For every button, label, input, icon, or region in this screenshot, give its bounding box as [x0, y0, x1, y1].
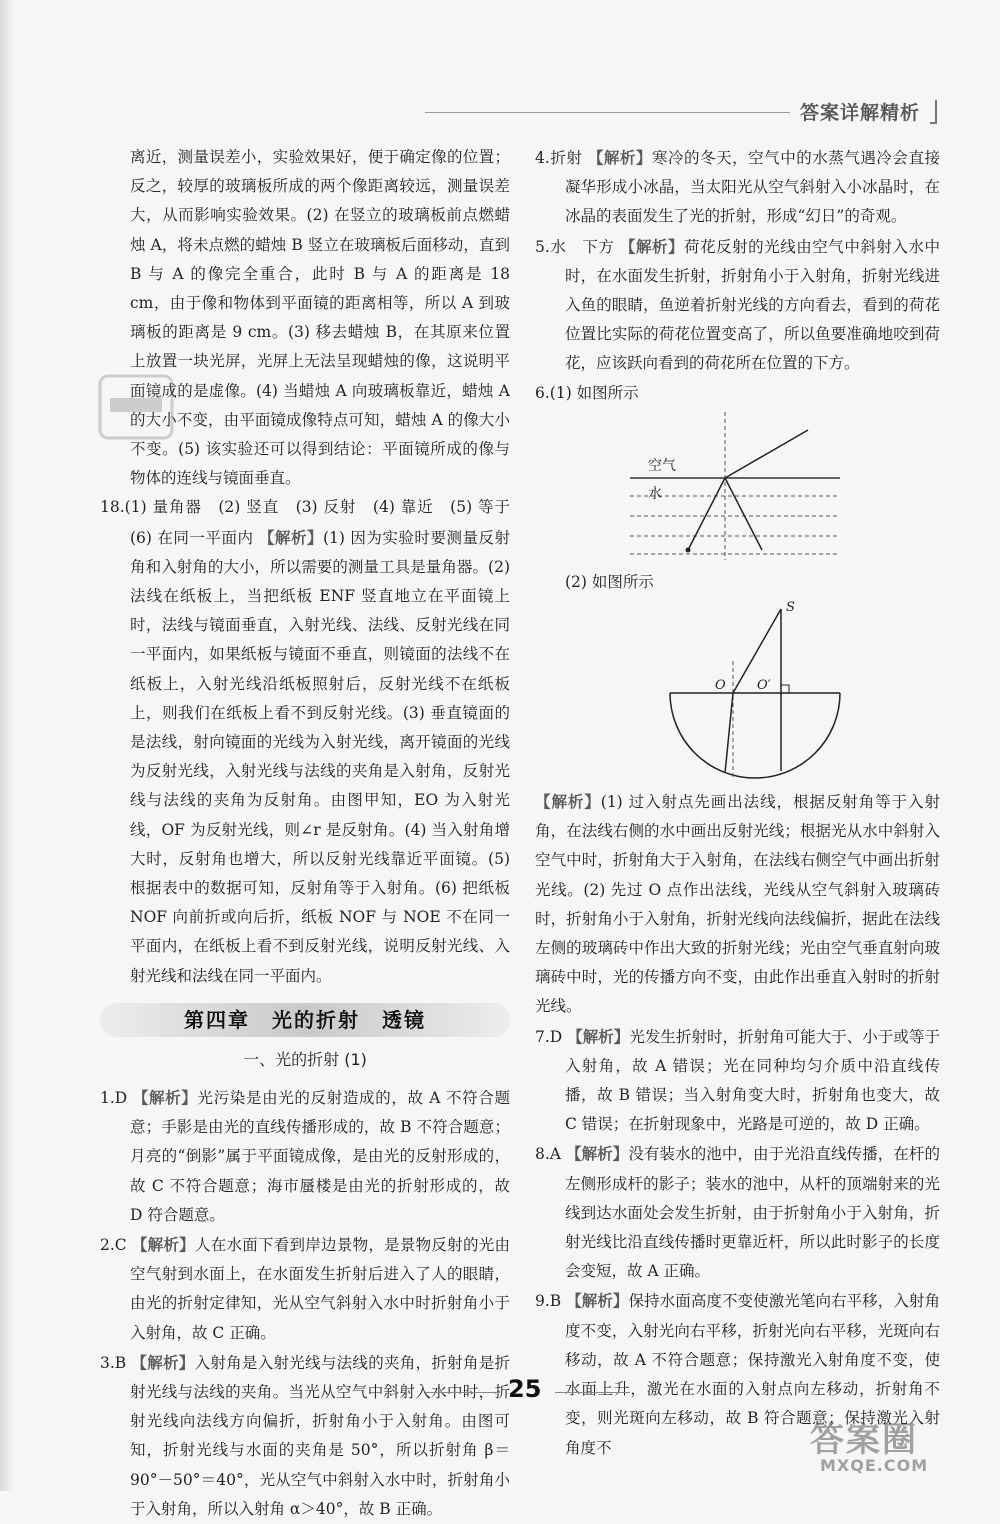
incident-ray: [688, 478, 725, 550]
air-label: 空气: [648, 457, 676, 474]
question-5: [535, 232, 940, 379]
analysis-tag: 【解析】: [587, 148, 652, 167]
question-18: [100, 493, 526, 990]
analysis-tag: 【解析】: [131, 1352, 195, 1372]
chapter-title: 第四章 光的折射 透镜: [100, 1003, 510, 1037]
header-rule: [425, 112, 790, 113]
question-number: 18.: [100, 498, 125, 517]
reflected-ray: [725, 478, 762, 550]
question-8: [535, 1139, 940, 1286]
question-3: [100, 1348, 510, 1524]
question-1: [100, 1083, 510, 1230]
point-s-label: S: [786, 601, 795, 616]
analysis-text: (1) 因为实验时要测量反射角和入射角的大小，所以需要的测量工具是量角器。(2) 法线在纸板上，当把纸板 ENF 竖直地立在平面镜上时，法线与镜面垂直，入射光线、法线、反射光线在同一平面内，如果纸板与镜面不垂直，则镜面的法线不在纸板上，入射光线沿纸板照射后，反射光线不在纸板上，则我们在纸板上看不到反射光线。(3) 垂直镜面的是法线，射向镜面的光线为入射光线，离开镜面的光线为反射光线，入射光线与法线的夹角是入射角，反射光线与法线的夹角为反射角。由图甲知，EO 为入射光线，OF 为反射光线，则∠r 是反射角。(4) 当入射角增大时，反射角也增大，所以反射光线靠近平面镜。(5) 根据表中的数据可知，反射角等于入射角。(6) 把纸板 NOF 向前折或向后折，纸板 NOF 与 NOE 不在同一平面内，在纸板上看不到反射光线，说明反射光线、入射光线和法线在同一平面内。: [130, 528, 510, 985]
answer-letter: B: [549, 1292, 562, 1311]
analysis-text: 保持水面高度不变使激光笔向右平移，入射角度不变，入射光向右平移，折射光向右平移，光斑向右移动，故 A 不符合题意；保持激光入射角度不变，使水面上升，激光在水面的入射点向左移动，折射角不变，则光斑向左移动，故 B 符合题意；保持激光入射角度不: [565, 1292, 940, 1457]
analysis-tag: 【解析】: [567, 1026, 630, 1046]
point-o-prime-label: O′: [757, 678, 771, 694]
light-source-point: [686, 547, 691, 552]
semicircle-glass: [670, 693, 840, 778]
question-6-part-1: [535, 379, 940, 408]
answer-text: 折射: [549, 149, 583, 167]
analysis-tag: 【解析】: [131, 1234, 195, 1254]
analysis-tag: 【解析】: [566, 1144, 629, 1164]
question-number: 1.: [100, 1088, 115, 1107]
analysis-text: 寒冷的冬天，空气中的水蒸气遇冷会直接凝华形成小冰晶，当太阳光从空气斜射入小冰晶时，在冰晶的表面发生了光的折射，形成“幻日”的奇观。: [565, 149, 940, 226]
question-number: 9.: [535, 1292, 550, 1311]
analysis-tag: 【解析】: [619, 236, 685, 256]
continued-paragraph: 离近，测量误差小，实验效果好，便于确定像的位置；反之，较厚的玻璃板所成的两个像距离较远，测量误差大，从而影响实验效果。(2) 在竖立的玻璃板前点燃蜡烛 A，将未点燃的蜡烛 B 竖立在玻璃板后面移动，直到 B 与 A 的像完全重合，此时 B 与 A 的距离是 18 cm，由于像和物体到平面镜的距离相等，所以 A 到玻璃板的距离是 9 cm。(3) 移去蜡烛 B，在其原来位置上放置一块光屏，光屏上无法呈现蜡烛的像，这说明平面镜成的是虚像。(4) 当蜡烛 A 向玻璃板靠近，蜡烛 A 的大小不变，由平面镜成像特点可知，蜡烛 A 的像大小不变。(5) 该实验还可以得到结论：平面镜所成的像与物体的连线与镜面垂直。: [130, 148, 510, 488]
analysis-tag: 【解析】: [258, 527, 323, 547]
answer-letter: A: [549, 1145, 561, 1164]
answer-letter: D: [549, 1027, 563, 1046]
question-2: [100, 1230, 510, 1348]
watermark-logo: 答案圈: [810, 1420, 918, 1460]
refraction-diagram-2: [665, 601, 845, 781]
question-number: 4.: [535, 149, 550, 167]
answer-text: 水 下方: [549, 237, 615, 256]
question-7: [535, 1022, 940, 1140]
question-number: 5.: [535, 237, 550, 256]
right-angle-mark: [781, 685, 789, 693]
refracted-ray: [725, 430, 808, 478]
analysis-text: 光污染是由光的反射造成的，故 A 不符合题意；手影是由光的直线传播形成的，故 B 不符合题意；月亮的“倒影”属于平面镜成像，是由光的反射形成的，故 C 不符合题意；海市蜃楼是由光的折射形成的，故 D 符合题意。: [130, 1088, 510, 1224]
analysis-text: 没有装水的池中，由于光沿直线传播，在杆的左侧形成杆的影子；装水的池中，从杆的顶端射来的光线到达水面处会发生折射，由于折射角小于入射角，折射光线比沿直线传播时更靠近杆，所以此时影子的长度会变短，故 A 正确。: [565, 1145, 940, 1281]
page-number-rule-right: [555, 1392, 630, 1393]
right-column: [535, 143, 940, 1463]
header-title: 答案详解精析: [800, 102, 921, 124]
answer-letter: C: [114, 1235, 127, 1254]
refracted-ray-o: [725, 693, 733, 773]
question-number: 8.: [535, 1145, 550, 1164]
question-number: 2.: [100, 1235, 115, 1254]
question-number: 7.: [535, 1027, 550, 1046]
analysis-tag: 【解析】: [132, 1087, 198, 1107]
watermark-url: MXQE.COM: [820, 1456, 929, 1475]
part-label: (1) 如图所示: [549, 383, 639, 402]
analysis-tag: 【解析】: [535, 792, 601, 812]
point-o-label: O: [715, 678, 726, 694]
analysis-text: 人在水面下看到岸边景物，是景物反射的光由空气射到水面上，在水面发生折射后进入了人的眼睛，由光的折射定律知，光从空气斜射入水中时折射角小于入射角，故 C 正确。: [130, 1235, 510, 1342]
question-6-analysis: [535, 787, 940, 1022]
water-label: 水: [648, 485, 662, 502]
answer-letter: B: [114, 1353, 127, 1372]
analysis-text: 光发生折射时，折射角可能大于、小于或等于入射角，故 A 错误；光在同种均匀介质中沿直线传播，故 B 错误；当入射角变大时，折射角也变大，故 C 错误；在折射现象中，光路是可逆的，故 D 正确。: [565, 1027, 940, 1134]
page-number: 25: [508, 1375, 542, 1403]
question-number: 6.: [535, 383, 550, 402]
question-number: 3.: [100, 1353, 115, 1372]
question-4: [535, 143, 940, 232]
analysis-tag: 【解析】: [566, 1291, 629, 1311]
answer-letter: D: [114, 1088, 128, 1107]
page-number-rule-left: [425, 1392, 500, 1393]
analysis-text: (1) 过入射点先画出法线，根据反射角等于入射角，在法线右侧的水中画出反射光线；根据光从水中斜射入空气中时，折射角大于入射角，在法线右侧空气中画出折射光线。(2) 先过 O 点作出法线，光线从空气斜射入玻璃砖时，折射角小于入射角，折射光线向法线偏折，据此在法线左侧的玻璃砖中作出大致的折射光线；光由空气垂直射向玻璃砖中时，光的传播方向不变，由此作出垂直入射时的折射光线。: [535, 793, 940, 1016]
analysis-text: 入射角是入射光线与法线的夹角，折射角是折射光线与法线的夹角。当光从空气中斜射入水中时，折射光线向法线方向偏折，折射角小于入射角。由图可知，折射光线与水面的夹角是 50°，所以折射角 β＝90°－50°＝40°，光从空气中斜射入水中时，折射角小于入射角，所以入射角 α＞40°，故 B 正确。: [130, 1353, 510, 1518]
question-6-part-2: (2) 如图所示: [565, 572, 654, 591]
analysis-text: 荷花反射的光线由空气中斜射入水中时，在水面发生折射，折射角小于入射角，折射光线进入鱼的眼睛，鱼逆着折射光线的方向看去，看到的荷花位置比实际的荷花位置变高了，所以鱼要准确地咬到荷花，应该跃向看到的荷花所在位置的下方。: [565, 237, 940, 373]
section-title: 一、光的折射 (1): [243, 1049, 367, 1069]
refraction-diagram-1: [630, 412, 840, 562]
binding-edge: [0, 0, 14, 1491]
answer-text: (1) 量角器 (2) 竖直 (3) 反射 (4) 靠近 (5) 等于 (6) 在同一平面内: [124, 498, 526, 547]
header-bracket: [930, 100, 937, 124]
